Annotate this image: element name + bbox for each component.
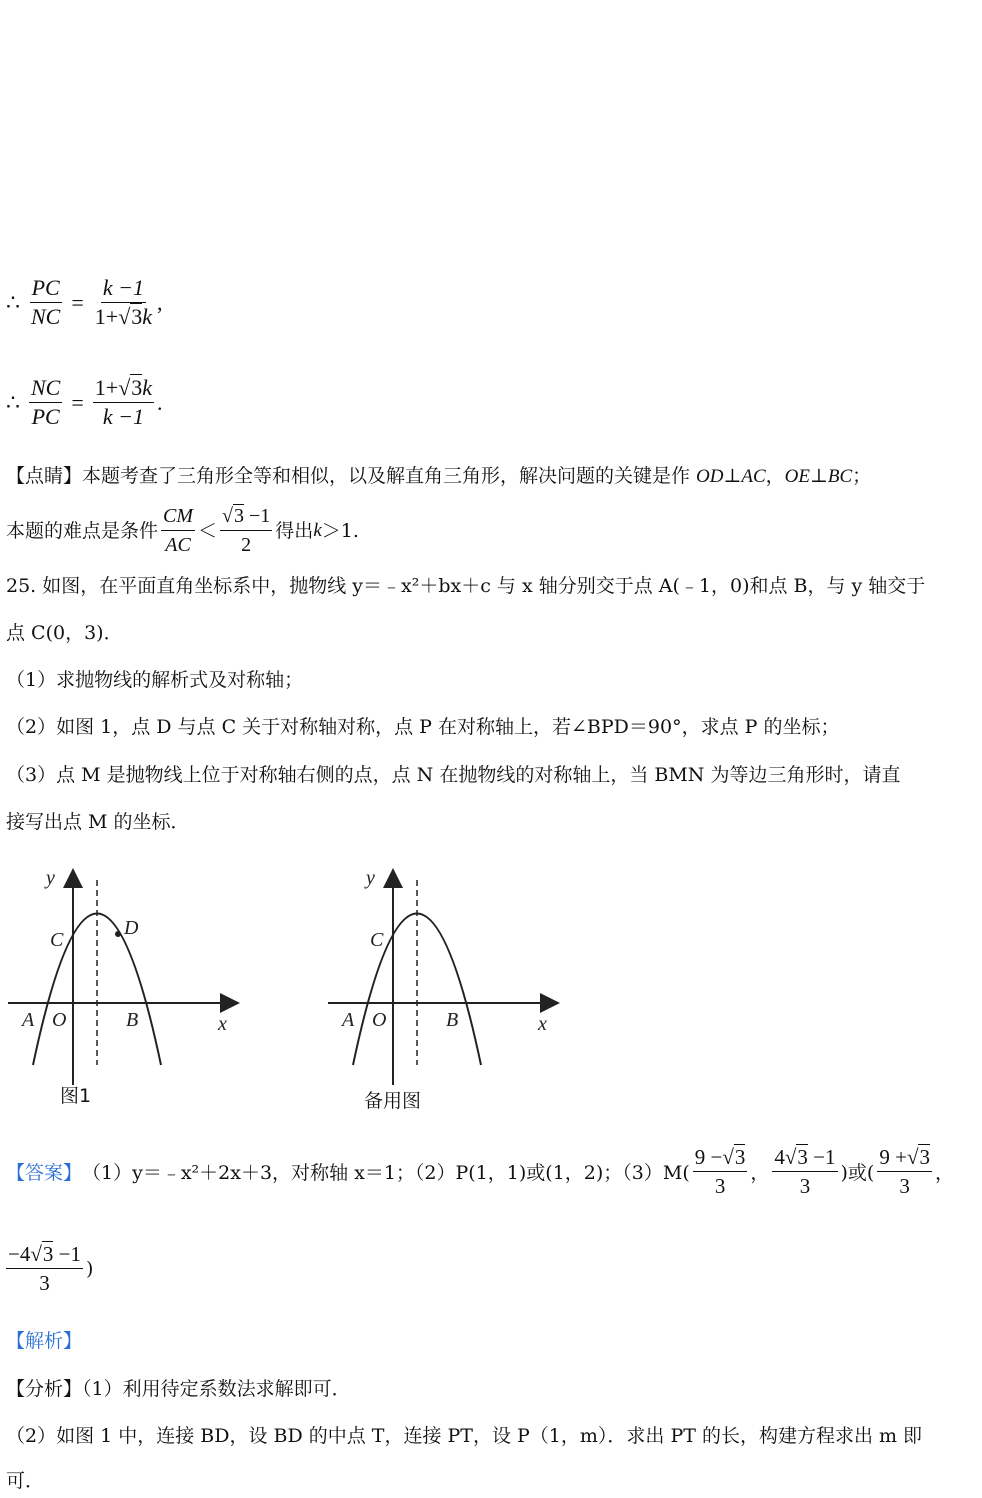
equals-sign: = bbox=[71, 389, 84, 415]
fraction-denominator: k −1 bbox=[102, 404, 144, 429]
q25-line-2: 点 C(0，3)． bbox=[6, 622, 123, 644]
label-o: O bbox=[52, 1009, 67, 1031]
q25-part-3-a: （3）点 M 是抛物线上位于对称轴右侧的点，点 N 在抛物线的对称轴上，当 BMN 为等边三角形时，请直 bbox=[6, 764, 901, 786]
fraction-denominator: NC bbox=[31, 304, 61, 329]
fraction-1-plus-root3k bbox=[93, 376, 154, 429]
label-o: O bbox=[372, 1009, 387, 1031]
label-b: B bbox=[446, 1009, 459, 1031]
fraction-neg4root3-minus-1: $\frac{-4√3 -1}{3}$ bbox=[8, 1242, 81, 1295]
label-x: x bbox=[218, 1013, 227, 1035]
equals-sign: = bbox=[71, 289, 84, 315]
jiexi-tag: 【解析】 bbox=[6, 1330, 83, 1352]
fraction-nc-pc bbox=[29, 376, 62, 429]
label-a: A bbox=[22, 1009, 35, 1031]
equation-2 bbox=[6, 376, 163, 429]
answer-line-2: $\frac{-4√3 -1}{3}$ ) bbox=[8, 1242, 94, 1295]
label-a: A bbox=[342, 1009, 355, 1031]
therefore-symbol: ∴ bbox=[6, 289, 20, 315]
fraction-pc-nc bbox=[29, 276, 62, 329]
fraction-numerator: 1+√3k bbox=[93, 376, 154, 403]
fenxi-line-2: （2）如图 1 中，连接 BD，设 BD 的中点 T，连接 PT，设 P（1，m）．求出 PT 的长，构建方程求出 m 即 bbox=[6, 1425, 923, 1447]
fraction-denominator: PC bbox=[31, 404, 60, 429]
answer-text: （1）y＝﹣x²＋2x＋3，对称轴 x＝1；（2）P(1，1)或(1，2)；（3）M( bbox=[82, 1162, 690, 1184]
fraction-k-minus-1 bbox=[93, 276, 154, 329]
answer-tag: 【答案】 bbox=[6, 1162, 83, 1184]
q25-part-2: （2）如图 1，点 D 与点 C 关于对称轴对称，点 P 在对称轴上，若∠BPD＝90°，求点 P 的坐标； bbox=[6, 716, 840, 738]
fraction-9-minus-root3: $\frac{9 -√3}{3}$ bbox=[694, 1145, 746, 1198]
fraction-9-plus-root3: $\frac{9 +√3}{3}$ bbox=[879, 1145, 930, 1198]
dianjing-line-2: 本题的难点是条件 $\frac{CM}{AC}$ ＜ $\frac{√3 -1}{2}$ 得出 k ＞1. bbox=[6, 505, 359, 556]
fenxi-line-1: 【分析】（1）利用待定系数法求解即可． bbox=[6, 1378, 351, 1400]
comma: , bbox=[157, 289, 163, 315]
q25-part-1: （1）求抛物线的解析式及对称轴； bbox=[6, 669, 304, 691]
fraction-cm-ac: $\frac{CM}{AC}$ bbox=[163, 505, 194, 556]
figure-1-caption: 图1 bbox=[60, 1085, 92, 1107]
backup-figure-caption: 备用图 bbox=[364, 1090, 422, 1112]
fraction-numerator: NC bbox=[29, 376, 62, 403]
label-y: y bbox=[366, 867, 375, 889]
label-y: y bbox=[46, 867, 55, 889]
fraction-denominator: 1+√3k bbox=[94, 304, 153, 329]
answer-line-1: 【答案】 （1）y＝﹣x²＋2x＋3，对称轴 x＝1；（2）P(1，1)或(1，2)；（3）M( $\frac{9 -√3}{3}$ ， $\frac{4√3 -1}{3}$ )或( $\frac{9 +√3}{3}$ ， bbox=[6, 1145, 954, 1198]
dianjing-line-1: 【点睛】本题考查了三角形全等和相似，以及解直角三角形，解决问题的关键是作 OD⊥AC，OE⊥BC； bbox=[6, 465, 872, 487]
label-b: B bbox=[126, 1009, 139, 1031]
point-d bbox=[115, 931, 121, 937]
equation-1 bbox=[6, 276, 163, 329]
fraction-numerator: k −1 bbox=[101, 276, 146, 303]
fraction-numerator: PC bbox=[30, 276, 62, 303]
period: . bbox=[157, 389, 163, 415]
label-c: C bbox=[370, 929, 384, 951]
backup-figure-graph bbox=[320, 860, 570, 1120]
q25-line-1: 25. 如图，在平面直角坐标系中，抛物线 y＝﹣x²＋bx＋c 与 x 轴分别交于点 A(﹣1，0)和点 B，与 y 轴交于 bbox=[6, 575, 926, 597]
label-x: x bbox=[538, 1013, 547, 1035]
therefore-symbol: ∴ bbox=[6, 389, 20, 415]
fraction-root3-minus-1-over-2: $\frac{√3 -1}{2}$ bbox=[222, 505, 271, 556]
fraction-4root3-minus-1: $\frac{4√3 -1}{3}$ bbox=[774, 1145, 836, 1198]
fenxi-line-3: 可． bbox=[6, 1470, 45, 1492]
label-c: C bbox=[50, 929, 64, 951]
figure-1-graph bbox=[0, 860, 250, 1120]
label-d: D bbox=[124, 917, 139, 939]
q25-part-3-b: 接写出点 M 的坐标． bbox=[6, 811, 190, 833]
